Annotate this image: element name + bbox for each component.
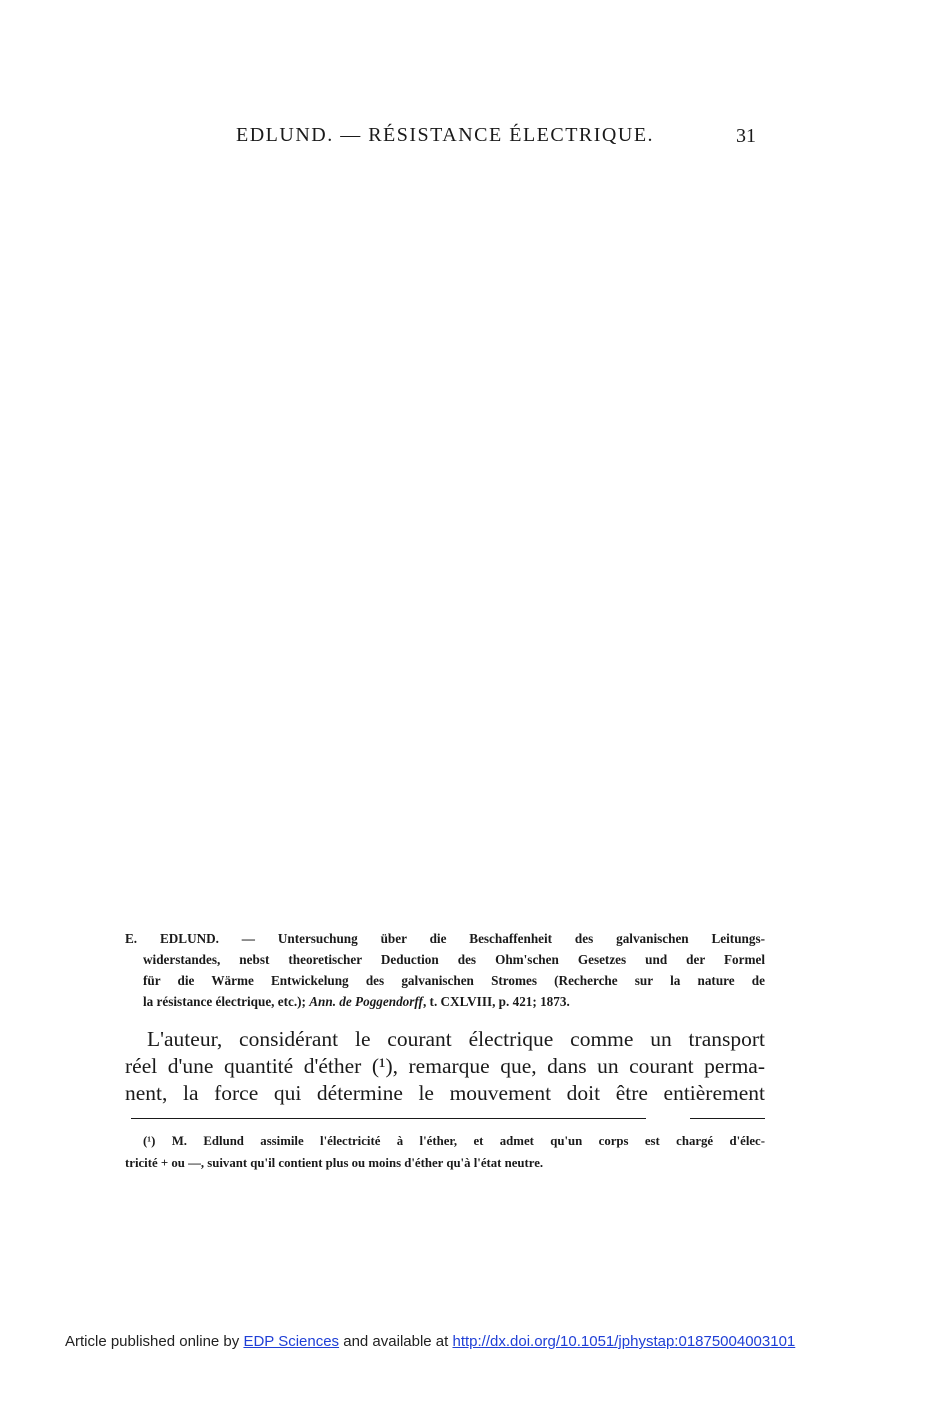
- body-line: nent, la force qui détermine le mouvement doit être entièrement: [125, 1081, 765, 1105]
- body-line: L'auteur, considérant le courant électrique comme un transport: [147, 1027, 765, 1051]
- bibliographic-reference: [125, 928, 765, 1012]
- running-header-title: EDLUND. — RÉSISTANCE ÉLECTRIQUE.: [236, 124, 655, 146]
- footnote-line: (¹) M. Edlund assimile l'électricité à l'éther, et admet qu'un corps est chargé d'élec-: [143, 1134, 765, 1148]
- body-paragraph: [125, 1026, 765, 1107]
- banner-middle: and available at: [339, 1333, 453, 1350]
- page-number: 31: [736, 125, 756, 147]
- publication-banner: [65, 1333, 795, 1350]
- publisher-link[interactable]: EDP Sciences: [243, 1333, 340, 1350]
- reference-text: la résistance électrique, etc.);: [143, 994, 310, 1009]
- reference-line: widerstandes, nebst theoretischer Deduction des Ohm'schen Gesetzes und der Formel: [143, 952, 765, 967]
- footnote-separator: [690, 1118, 765, 1119]
- reference-line: [125, 991, 765, 1012]
- footnote-separator: [131, 1118, 646, 1119]
- footnote-line: tricité + ou —, suivant qu'il contient plus ou moins d'éther qu'à l'état neutre.: [125, 1156, 544, 1170]
- journal-title: Ann. de Poggendorff: [309, 994, 423, 1009]
- body-line: réel d'une quantité d'éther (¹), remarque que, dans un courant perma-: [125, 1054, 765, 1078]
- reference-line: E. EDLUND. — Untersuchung über die Beschaffenheit des galvanischen Leitungs-: [125, 931, 765, 946]
- reference-line: für die Wärme Entwickelung des galvanischen Stromes (Recherche sur la nature de: [143, 973, 765, 988]
- doi-link[interactable]: http://dx.doi.org/10.1051/jphystap:01875004003101: [452, 1333, 796, 1350]
- footnote: [125, 1130, 765, 1174]
- reference-citation: , t. CXLVIII, p. 421; 1873.: [422, 994, 570, 1009]
- banner-prefix: Article published online by: [65, 1333, 244, 1350]
